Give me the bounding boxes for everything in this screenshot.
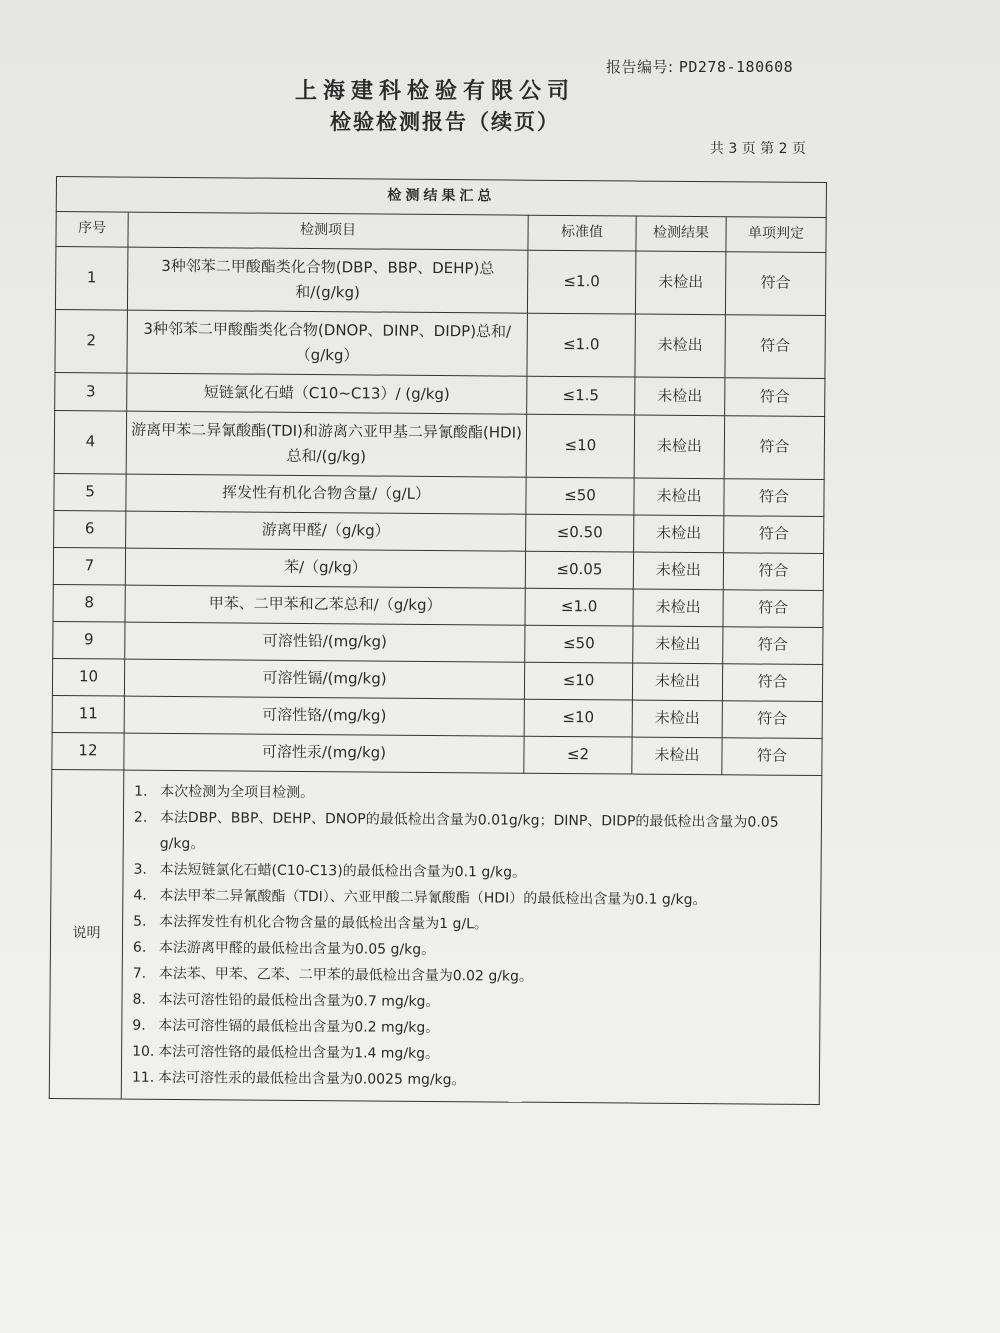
notes-row xyxy=(49,769,822,1104)
test-result: 未检出 xyxy=(632,663,722,701)
note-number: 9. xyxy=(132,1017,146,1034)
test-item: 短链氯化石蜡（C10~C13）/ (g/kg) xyxy=(127,373,527,414)
table-row xyxy=(53,584,823,627)
test-item: 可溶性铬/(mg/kg) xyxy=(124,696,524,736)
table-row xyxy=(55,247,826,316)
row-number: 6 xyxy=(54,510,126,548)
standard-value: ≤1.0 xyxy=(527,313,635,377)
test-item: 3种邻苯二甲酸酯类化合物(DBP、BBP、DEHP)总和/(g/kg) xyxy=(127,247,527,313)
table-row xyxy=(54,510,824,553)
standard-value: ≤0.50 xyxy=(526,514,634,552)
row-number: 3 xyxy=(55,372,127,411)
standard-value: ≤0.05 xyxy=(525,551,633,589)
report-number-value: PD278-180608 xyxy=(678,58,794,76)
note-text: 本法可溶性铬的最低检出含量为1.4 mg/kg。 xyxy=(158,1043,440,1063)
verdict: 符合 xyxy=(723,553,823,591)
test-item: 可溶性镉/(mg/kg) xyxy=(124,659,524,699)
column-header: 检测结果 xyxy=(636,216,726,252)
note-number: 10. xyxy=(132,1043,155,1060)
standard-value: ≤10 xyxy=(526,414,634,478)
row-number: 12 xyxy=(52,732,124,770)
standard-value: ≤50 xyxy=(525,625,633,663)
test-result: 未检出 xyxy=(632,737,722,775)
note-text: 本法苯、甲苯、乙苯、二甲苯的最低检出含量为0.02 g/kg。 xyxy=(158,965,534,985)
note-item xyxy=(132,1065,815,1096)
column-header: 检测项目 xyxy=(128,212,528,250)
table-row xyxy=(52,695,822,738)
row-number: 1 xyxy=(55,247,127,311)
verdict: 符合 xyxy=(722,664,822,702)
test-result: 未检出 xyxy=(635,377,725,416)
table-header-row xyxy=(56,212,826,253)
row-number: 2 xyxy=(55,309,127,373)
test-result: 未检出 xyxy=(632,700,722,738)
company-name: 上海建科检验有限公司 xyxy=(294,78,575,104)
verdict: 符合 xyxy=(724,479,824,517)
row-number: 8 xyxy=(53,584,125,622)
table-row xyxy=(54,473,824,516)
note-number: 1. xyxy=(134,783,148,800)
test-item: 可溶性汞/(mg/kg) xyxy=(124,733,524,773)
note-number: 5. xyxy=(133,913,147,930)
report-title: 检验检测报告（续页） xyxy=(330,109,560,134)
verdict: 符合 xyxy=(723,627,823,665)
row-number: 4 xyxy=(54,410,126,474)
verdict: 符合 xyxy=(724,516,824,554)
table-row xyxy=(55,372,825,416)
note-number: 4. xyxy=(133,887,147,904)
note-text: 本法DBP、BBP、DEHP、DNOP的最低检出含量为0.01g/kg；DINP、DIDP的最低检出含量为0.05 g/kg。 xyxy=(159,809,779,853)
page-indicator: 共 3 页 第 2 页 xyxy=(709,141,806,157)
note-text: 本法挥发性有机化合物含量的最低检出含量为1 g/L。 xyxy=(159,913,488,933)
report-number-label: 报告编号: xyxy=(606,58,674,76)
table-row xyxy=(55,309,826,378)
test-result: 未检出 xyxy=(633,626,723,664)
test-result: 未检出 xyxy=(634,415,724,479)
note-text: 本法甲苯二异氰酸酯（TDI）、六亚甲酸二异氰酸酯（HDI）的最低检出含量为0.1 g/kg。 xyxy=(159,887,707,909)
note-number: 8. xyxy=(132,991,146,1008)
table-row xyxy=(53,547,823,590)
note-text: 本法游离甲醛的最低检出含量为0.05 g/kg。 xyxy=(158,939,436,959)
note-text: 本次检测为全项目检测。 xyxy=(160,783,315,802)
note-number: 7. xyxy=(132,965,147,982)
note-number: 11. xyxy=(131,1069,155,1086)
verdict: 符合 xyxy=(725,378,825,417)
row-number: 11 xyxy=(52,695,124,733)
column-header: 单项判定 xyxy=(726,217,826,253)
test-item: 3种邻苯二甲酸酯类化合物(DNOP、DINP、DIDP)总和/（g/kg） xyxy=(127,310,527,376)
test-result: 未检出 xyxy=(634,515,724,553)
notes-list xyxy=(132,779,817,1096)
note-number: 6. xyxy=(132,939,147,956)
standard-value: ≤2 xyxy=(524,736,632,774)
test-item: 游离甲苯二异氰酸酯(TDI)和游离六亚甲基二异氰酸酯(HDI)总和/(g/kg) xyxy=(126,411,526,477)
test-result: 未检出 xyxy=(634,478,724,516)
table-row xyxy=(53,621,823,664)
note-number: 3. xyxy=(133,861,147,878)
row-number: 10 xyxy=(52,658,124,696)
note-number: 2. xyxy=(133,809,148,826)
verdict: 符合 xyxy=(722,701,822,739)
standard-value: ≤10 xyxy=(524,699,632,737)
standard-value: ≤10 xyxy=(524,662,632,700)
test-result: 未检出 xyxy=(633,589,723,627)
table-row xyxy=(52,732,822,775)
verdict: 符合 xyxy=(722,738,822,776)
table-caption: 检测结果汇总 xyxy=(56,177,826,218)
standard-value: ≤50 xyxy=(526,477,634,515)
column-header: 标准值 xyxy=(528,215,636,251)
row-number: 9 xyxy=(53,621,125,659)
row-number: 5 xyxy=(54,473,126,511)
note-text: 本法短链氯化石蜡(C10-C13)的最低检出含量为0.1 g/kg。 xyxy=(159,861,527,881)
test-item: 游离甲醛/（g/kg） xyxy=(126,511,526,551)
standard-value: ≤1.0 xyxy=(525,588,633,626)
note-item xyxy=(134,805,817,862)
note-text: 本法可溶性铅的最低检出含量为0.7 mg/kg。 xyxy=(158,991,440,1011)
verdict: 符合 xyxy=(724,416,825,480)
test-result: 未检出 xyxy=(635,251,725,315)
verdict: 符合 xyxy=(723,590,823,628)
notes-cell xyxy=(121,770,822,1104)
table-row xyxy=(54,410,825,479)
notes-label: 说明 xyxy=(49,769,124,1099)
note-text: 本法可溶性汞的最低检出含量为0.0025 mg/kg。 xyxy=(157,1069,466,1089)
row-number: 7 xyxy=(53,547,125,585)
verdict: 符合 xyxy=(725,315,826,379)
test-item: 可溶性铅/(mg/kg) xyxy=(125,622,525,662)
test-result: 未检出 xyxy=(635,314,725,378)
results-table xyxy=(49,176,827,1105)
verdict: 符合 xyxy=(725,252,826,316)
test-result: 未检出 xyxy=(633,552,723,590)
test-item: 甲苯、二甲苯和乙苯总和/（g/kg） xyxy=(125,585,525,625)
column-header: 序号 xyxy=(56,212,128,248)
standard-value: ≤1.5 xyxy=(527,376,635,415)
standard-value: ≤1.0 xyxy=(527,250,635,314)
note-text: 本法可溶性镉的最低检出含量为0.2 mg/kg。 xyxy=(158,1017,440,1037)
test-item: 挥发性有机化合物含量/（g/L） xyxy=(126,474,526,514)
test-item: 苯/（g/kg） xyxy=(125,548,525,588)
table-row xyxy=(52,658,822,701)
